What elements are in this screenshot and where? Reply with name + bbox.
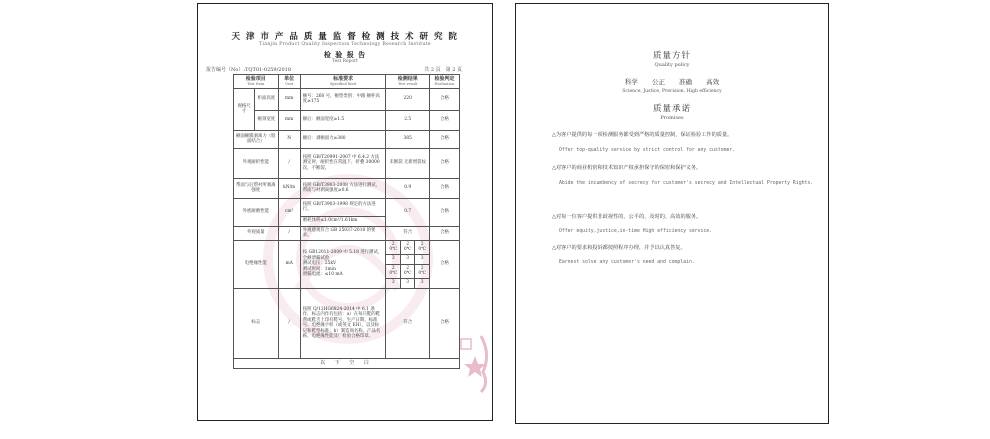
- cell-requirement: 按照 Q/12HG6824-2014 中 6.1 条作，标志内作有包括：a）在每只鞋的鞋帮或鞋舌上印有鞋号、生产日期、标准号、电绝缘字样（或英文 EH），以及标记和鞋型标准；b）制造商名称、产品名称、电绝缘性能及厂检验合格印章。: [300, 288, 386, 358]
- table-header-row: [234, 75, 460, 89]
- cell-unit: mA: [278, 240, 300, 288]
- test-results-table: [233, 74, 460, 369]
- cell-result: 符合: [386, 226, 429, 240]
- policy-words: [516, 77, 828, 86]
- cell-evaluation: 合格: [429, 130, 459, 148]
- cell-unit: mm: [278, 110, 300, 130]
- promise-item-en: Abide the incumbency of secrecy for customer's secrecy and Intellectual Property Rights.: [559, 181, 814, 186]
- temp-label: 20℃: [415, 240, 430, 254]
- table-row: [234, 198, 460, 216]
- cell-item: 电绝缘性能: [234, 240, 279, 288]
- req-line: 测试电压：25kV: [302, 261, 337, 267]
- cell-result: 0.9: [386, 178, 429, 198]
- temp-label: 20℃: [415, 264, 430, 278]
- quality-policy-page: [515, 3, 829, 424]
- cell-result: 385: [386, 130, 429, 148]
- cell-unit: kN/m: [278, 178, 300, 198]
- policy-title-en: Quality policy: [654, 62, 690, 68]
- table-row: [234, 148, 460, 178]
- cell-value: 3: [386, 254, 400, 264]
- header-item: 检验项目: [245, 76, 266, 82]
- cell-evaluation: 合格: [429, 110, 459, 130]
- cell-requirement: 磨耗体积≤1.0cm³/1.61km: [300, 216, 386, 226]
- header-unit-en: Unit: [285, 82, 294, 87]
- promise-item-en: Earnest solve any customer's need and complain.: [559, 260, 695, 265]
- cell-item: 外观耐折性能: [234, 148, 279, 178]
- cell-unit: mm: [278, 88, 300, 110]
- policy-word: 高效: [706, 78, 720, 86]
- header-item-en: Test Item: [247, 82, 265, 87]
- cell-result: 220: [386, 88, 429, 110]
- table-row: [234, 130, 460, 148]
- header-evaluation: 检验判定: [434, 76, 455, 82]
- cell-evaluation: 合格: [429, 178, 459, 198]
- cell-item: 标志: [234, 288, 279, 358]
- table-row: [234, 240, 460, 254]
- temp-label: 20℃: [386, 240, 400, 254]
- size-group: 规格尺寸: [234, 88, 255, 130]
- table-row: [234, 88, 460, 110]
- stamp-seal: [453, 334, 493, 394]
- req-line: 按 GB12011-2009 中 5.18 进行测试，全额泄漏试验: [302, 250, 383, 261]
- cell-requirement: 额后：剥额面力≥380: [300, 130, 386, 148]
- blank-below: 以 下 空 白: [234, 358, 460, 368]
- report-title: 检 验 报 告: [323, 50, 367, 59]
- cell-item: 帮面与后帮衬所剥离强度: [234, 178, 279, 198]
- cell-requirement: 按照 GB/T20991-2007 中 6.4.2 方法测定时，耐折性在常温下，折叠 30000 次，不断裂。: [300, 148, 386, 178]
- cell-evaluation: 合格: [429, 88, 459, 110]
- promise-item: △为客户提供的每一项检测服务都受到严格的质量控制，保证检验工作的质量。: [552, 132, 733, 138]
- promise-item-en: Offer top-quality service by strict control for any customer.: [559, 148, 736, 153]
- policy-word: 公正: [651, 78, 665, 86]
- req-line: 泄漏电流：≤10 mA: [302, 272, 343, 278]
- temp-label: 20℃: [400, 264, 414, 278]
- institute-title: 天 津 市 产 品 质 量 监 督 检 测 技 术 研 究 院: [231, 32, 459, 42]
- promise-item: △对客户的商业机密和技术知识产权承担保守的保密和保护义务。: [552, 165, 702, 171]
- cell-result: 符合: [386, 288, 429, 358]
- cell-unit: /: [278, 226, 300, 240]
- institute-title-en: Tianjin Product Quality Inspection Technology Research Institute: [259, 42, 431, 47]
- table-row: [234, 288, 460, 358]
- table-row: [234, 178, 460, 198]
- policy-word: 科学: [624, 78, 638, 86]
- cell-unit: N: [278, 130, 300, 148]
- header-requirement-en: Specified limit: [329, 82, 357, 87]
- temp-label: 20℃: [386, 264, 400, 278]
- cell-evaluation: 合格: [429, 240, 459, 288]
- cell-unit: cm³: [278, 198, 300, 226]
- cell-requirement: 额号：260 号，额型类别：中跟 额杯高度≥175: [300, 88, 386, 110]
- promise-item-en: Offer equity,justice,in-time High efficiency service.: [559, 229, 713, 234]
- cell-sub: 额颈宽度: [255, 110, 278, 130]
- cell-evaluation: 合格: [429, 148, 459, 178]
- cell-value: 3: [386, 278, 400, 288]
- cell-requirement: [300, 240, 386, 288]
- cell-item: 外观质量: [234, 226, 279, 240]
- cell-requirement: 按照 GB/T3903-2008 方法进行测试，帮面与衬剥离强度≥0.6: [300, 178, 386, 198]
- table-row: [234, 226, 460, 240]
- req-line: 测试时间：1min: [302, 266, 336, 272]
- table-row: [234, 110, 460, 130]
- cell-result: 0.7: [386, 198, 429, 226]
- report-number: 报告编号（No）:TQT01-0259/2018: [206, 67, 292, 73]
- cell-result: 未断裂 无新增裂纹: [386, 148, 429, 178]
- cell-value: 3: [400, 254, 414, 264]
- cell-evaluation: 合格: [429, 226, 459, 240]
- header-result-en: Test result: [398, 82, 418, 87]
- cell-evaluation: 合格: [429, 198, 459, 226]
- cell-item: 外底耐磨性能: [234, 198, 279, 226]
- temp-label: 20℃: [400, 240, 414, 254]
- cell-sub: 柜面高度: [255, 88, 278, 110]
- cell-value: 3: [415, 278, 430, 288]
- promise-item: △对每一位客户提供非歧视性的、公平的、及时的、高效的服务。: [552, 214, 702, 220]
- policy-words-en: Science, Justice, Precision, High efficiency: [622, 89, 722, 94]
- cell-requirement: 外观感观符合 GB 25037-2010 的要求。: [300, 226, 386, 240]
- report-title-en: Test Report: [332, 59, 358, 64]
- promise-item: △对客户的要求和投诉都按照程序办理，并予以认真答复。: [552, 245, 686, 251]
- policy-title: 质量方针: [652, 51, 691, 61]
- header-result: 检测结果: [397, 76, 418, 82]
- policy-word: 准确: [679, 78, 693, 86]
- cell-unit: /: [278, 148, 300, 178]
- promise-title-en: Promises: [660, 115, 684, 121]
- table-row: [234, 358, 460, 368]
- cell-item: 额面额膜剥离力（股面结合）: [234, 130, 279, 148]
- test-report-page: [197, 3, 493, 421]
- promise-title: 质量承诺: [652, 104, 691, 114]
- cell-result: 2.5: [386, 110, 429, 130]
- header-requirement: 标准要求: [333, 76, 354, 82]
- header-evaluation-en: Evaluation: [434, 82, 455, 87]
- header-unit: 单位: [284, 76, 295, 82]
- cell-value: 3: [415, 254, 430, 264]
- cell-value: 3: [400, 278, 414, 288]
- page-number: 共 2 页 第 2 页: [424, 67, 462, 73]
- cell-evaluation: 合格: [429, 288, 459, 358]
- cell-requirement: 按照 GB/T3903-1998 规定的方法进行。: [300, 198, 386, 216]
- cell-unit: /: [278, 288, 300, 358]
- cell-requirement: 额后：额面宽度≥1.5: [300, 110, 386, 130]
